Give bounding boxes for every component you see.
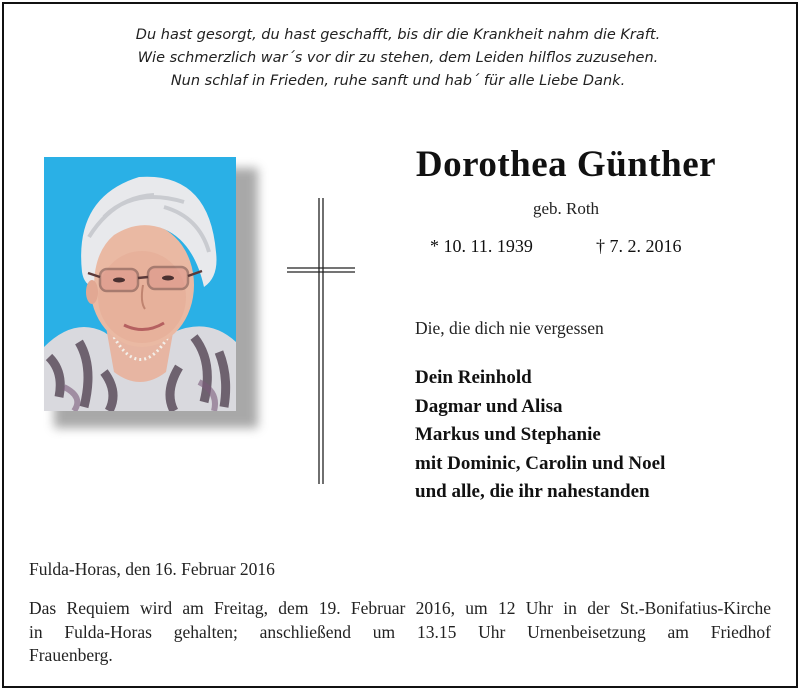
mourner-name: Dein Reinhold: [415, 367, 532, 388]
place-and-date: Fulda-Horas, den 16. Februar 2016: [29, 559, 275, 579]
portrait-illustration: [44, 157, 236, 411]
requiem-line: Das Requiem wird am Freitag, dem 19. Februar 2016, um 12 Uhr in der St.-Bonifatius-Kirche: [29, 598, 771, 618]
mourners-intro: Die, die dich nie vergessen: [415, 318, 604, 338]
deceased-name: Dorothea Günther: [415, 144, 717, 185]
requiem-notice: [29, 597, 771, 668]
mourners-list: [415, 364, 665, 507]
poem-line: Wie schmerzlich war´s vor dir zu stehen, dem Leiden hilflos zuzusehen.: [137, 50, 659, 66]
poem-line: Nun schlaf in Frieden, ruhe sanft und hab´ für alle Liebe Dank.: [170, 73, 626, 89]
cross-icon: [287, 198, 355, 484]
mourner-name: Dagmar und Alisa: [415, 395, 563, 417]
mourner-name: und alle, die ihr nahestanden: [415, 481, 650, 502]
mourner-name: Markus und Stephanie: [415, 424, 601, 445]
poem-line: Du hast gesorgt, du hast geschafft, bis dir die Krankheit nahm die Kraft.: [135, 27, 661, 43]
mourner-name: mit Dominic, Carolin und Noel: [415, 452, 666, 474]
requiem-line: Frauenberg.: [29, 645, 113, 665]
portrait-photo: [44, 157, 236, 411]
requiem-line: in Fulda-Horas gehalten; anschließend um 13.15 Uhr Urnenbeisetzung am Friedhof: [29, 621, 771, 642]
poem: [0, 24, 796, 93]
death-date: † 7. 2. 2016: [596, 236, 682, 256]
birth-date: * 10. 11. 1939: [430, 236, 533, 256]
maiden-name: geb. Roth: [532, 199, 600, 218]
